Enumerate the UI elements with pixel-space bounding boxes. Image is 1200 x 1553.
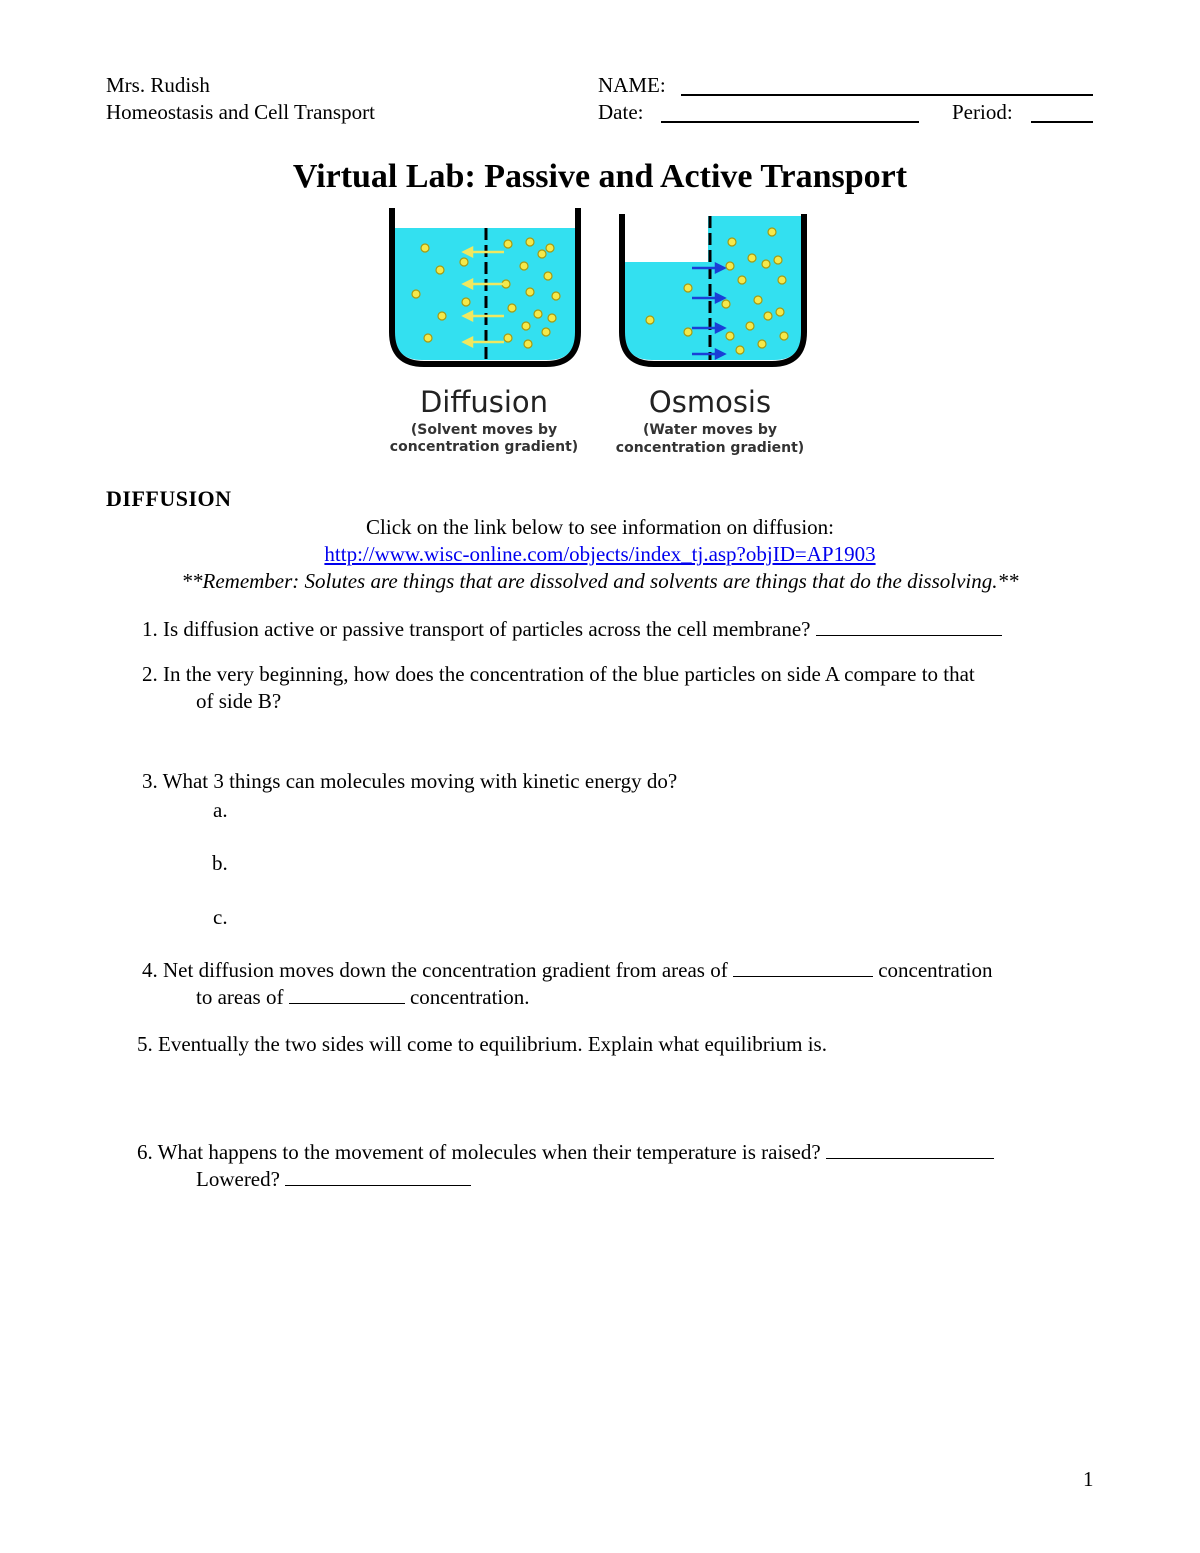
osmosis-beaker (622, 214, 804, 364)
question-4 (142, 957, 992, 984)
question-4-blank-2[interactable] (289, 985, 405, 1004)
question-4-part1: Net diffusion moves down the concentration gradient from areas of (163, 958, 728, 982)
question-3-option-c: c. (213, 905, 228, 929)
question-1-number: 1. (142, 617, 158, 641)
osmosis-caption-title: Osmosis (648, 385, 772, 419)
question-1-blank[interactable] (816, 617, 1002, 636)
question-6-lowered: Lowered? (196, 1167, 280, 1191)
question-2-line2: of side B? (196, 689, 282, 713)
page-number: 1 (1083, 1467, 1094, 1491)
date-label: Date: (598, 100, 644, 124)
transport-figure (380, 204, 810, 462)
osmosis-caption-line2: concentration gradient) (615, 440, 805, 456)
unit-name: Homeostasis and Cell Transport (106, 100, 375, 124)
name-label: NAME: (598, 73, 666, 97)
question-4-part3: to areas of (196, 985, 284, 1009)
diffusion-caption-line1: (Solvent moves by (410, 422, 558, 438)
diffusion-beaker (392, 208, 578, 364)
question-5-text: 5. Eventually the two sides will come to equilibrium. Explain what equilibrium is. (137, 1032, 827, 1056)
diffusion-link[interactable]: http://www.wisc-online.com/objects/index_tj.asp?objID=AP1903 (324, 542, 876, 566)
question-3 (142, 768, 677, 795)
question-4-number: 4. (142, 958, 158, 982)
diffusion-caption-title: Diffusion (419, 385, 549, 419)
question-3-number: 3. (142, 769, 158, 793)
question-4-line2 (196, 984, 530, 1011)
question-6-text: 6. What happens to the movement of molecules when their temperature is raised? (137, 1140, 821, 1164)
instruction-text: Click on the link below to see information on diffusion: (366, 515, 834, 539)
name-blank[interactable] (681, 94, 1093, 96)
question-4-part4: concentration. (409, 985, 530, 1009)
question-1 (142, 616, 1002, 643)
question-3-option-b: b. (212, 851, 228, 875)
question-4-blank-1[interactable] (733, 958, 873, 977)
page-title: Virtual Lab: Passive and Active Transport (292, 158, 908, 195)
question-1-text: Is diffusion active or passive transport of particles across the cell membrane? (163, 617, 811, 641)
remember-note: **Remember: Solutes are things that are dissolved and solvents are things that do the dissolving.** (181, 569, 1019, 593)
date-blank[interactable] (661, 121, 919, 123)
question-3-text: What 3 things can molecules moving with kinetic energy do? (162, 769, 678, 793)
question-6-line2 (196, 1166, 471, 1193)
question-6-blank-2[interactable] (285, 1167, 471, 1186)
diffusion-caption-line2: concentration gradient) (389, 439, 579, 455)
period-blank[interactable] (1031, 121, 1093, 123)
question-3-option-a: a. (213, 798, 228, 822)
osmosis-caption-line1: (Water moves by (643, 422, 777, 438)
question-4-part2: concentration (878, 958, 993, 982)
section-heading: DIFFUSION (106, 486, 232, 511)
question-2 (142, 661, 975, 688)
question-6 (137, 1139, 994, 1166)
period-label: Period: (952, 100, 1013, 124)
teacher-name: Mrs. Rudish (106, 73, 210, 97)
question-2-number: 2. (142, 662, 158, 686)
question-2-line1: In the very beginning, how does the concentration of the blue particles on side A compare to that (163, 662, 975, 686)
question-6-blank-1[interactable] (826, 1140, 994, 1159)
